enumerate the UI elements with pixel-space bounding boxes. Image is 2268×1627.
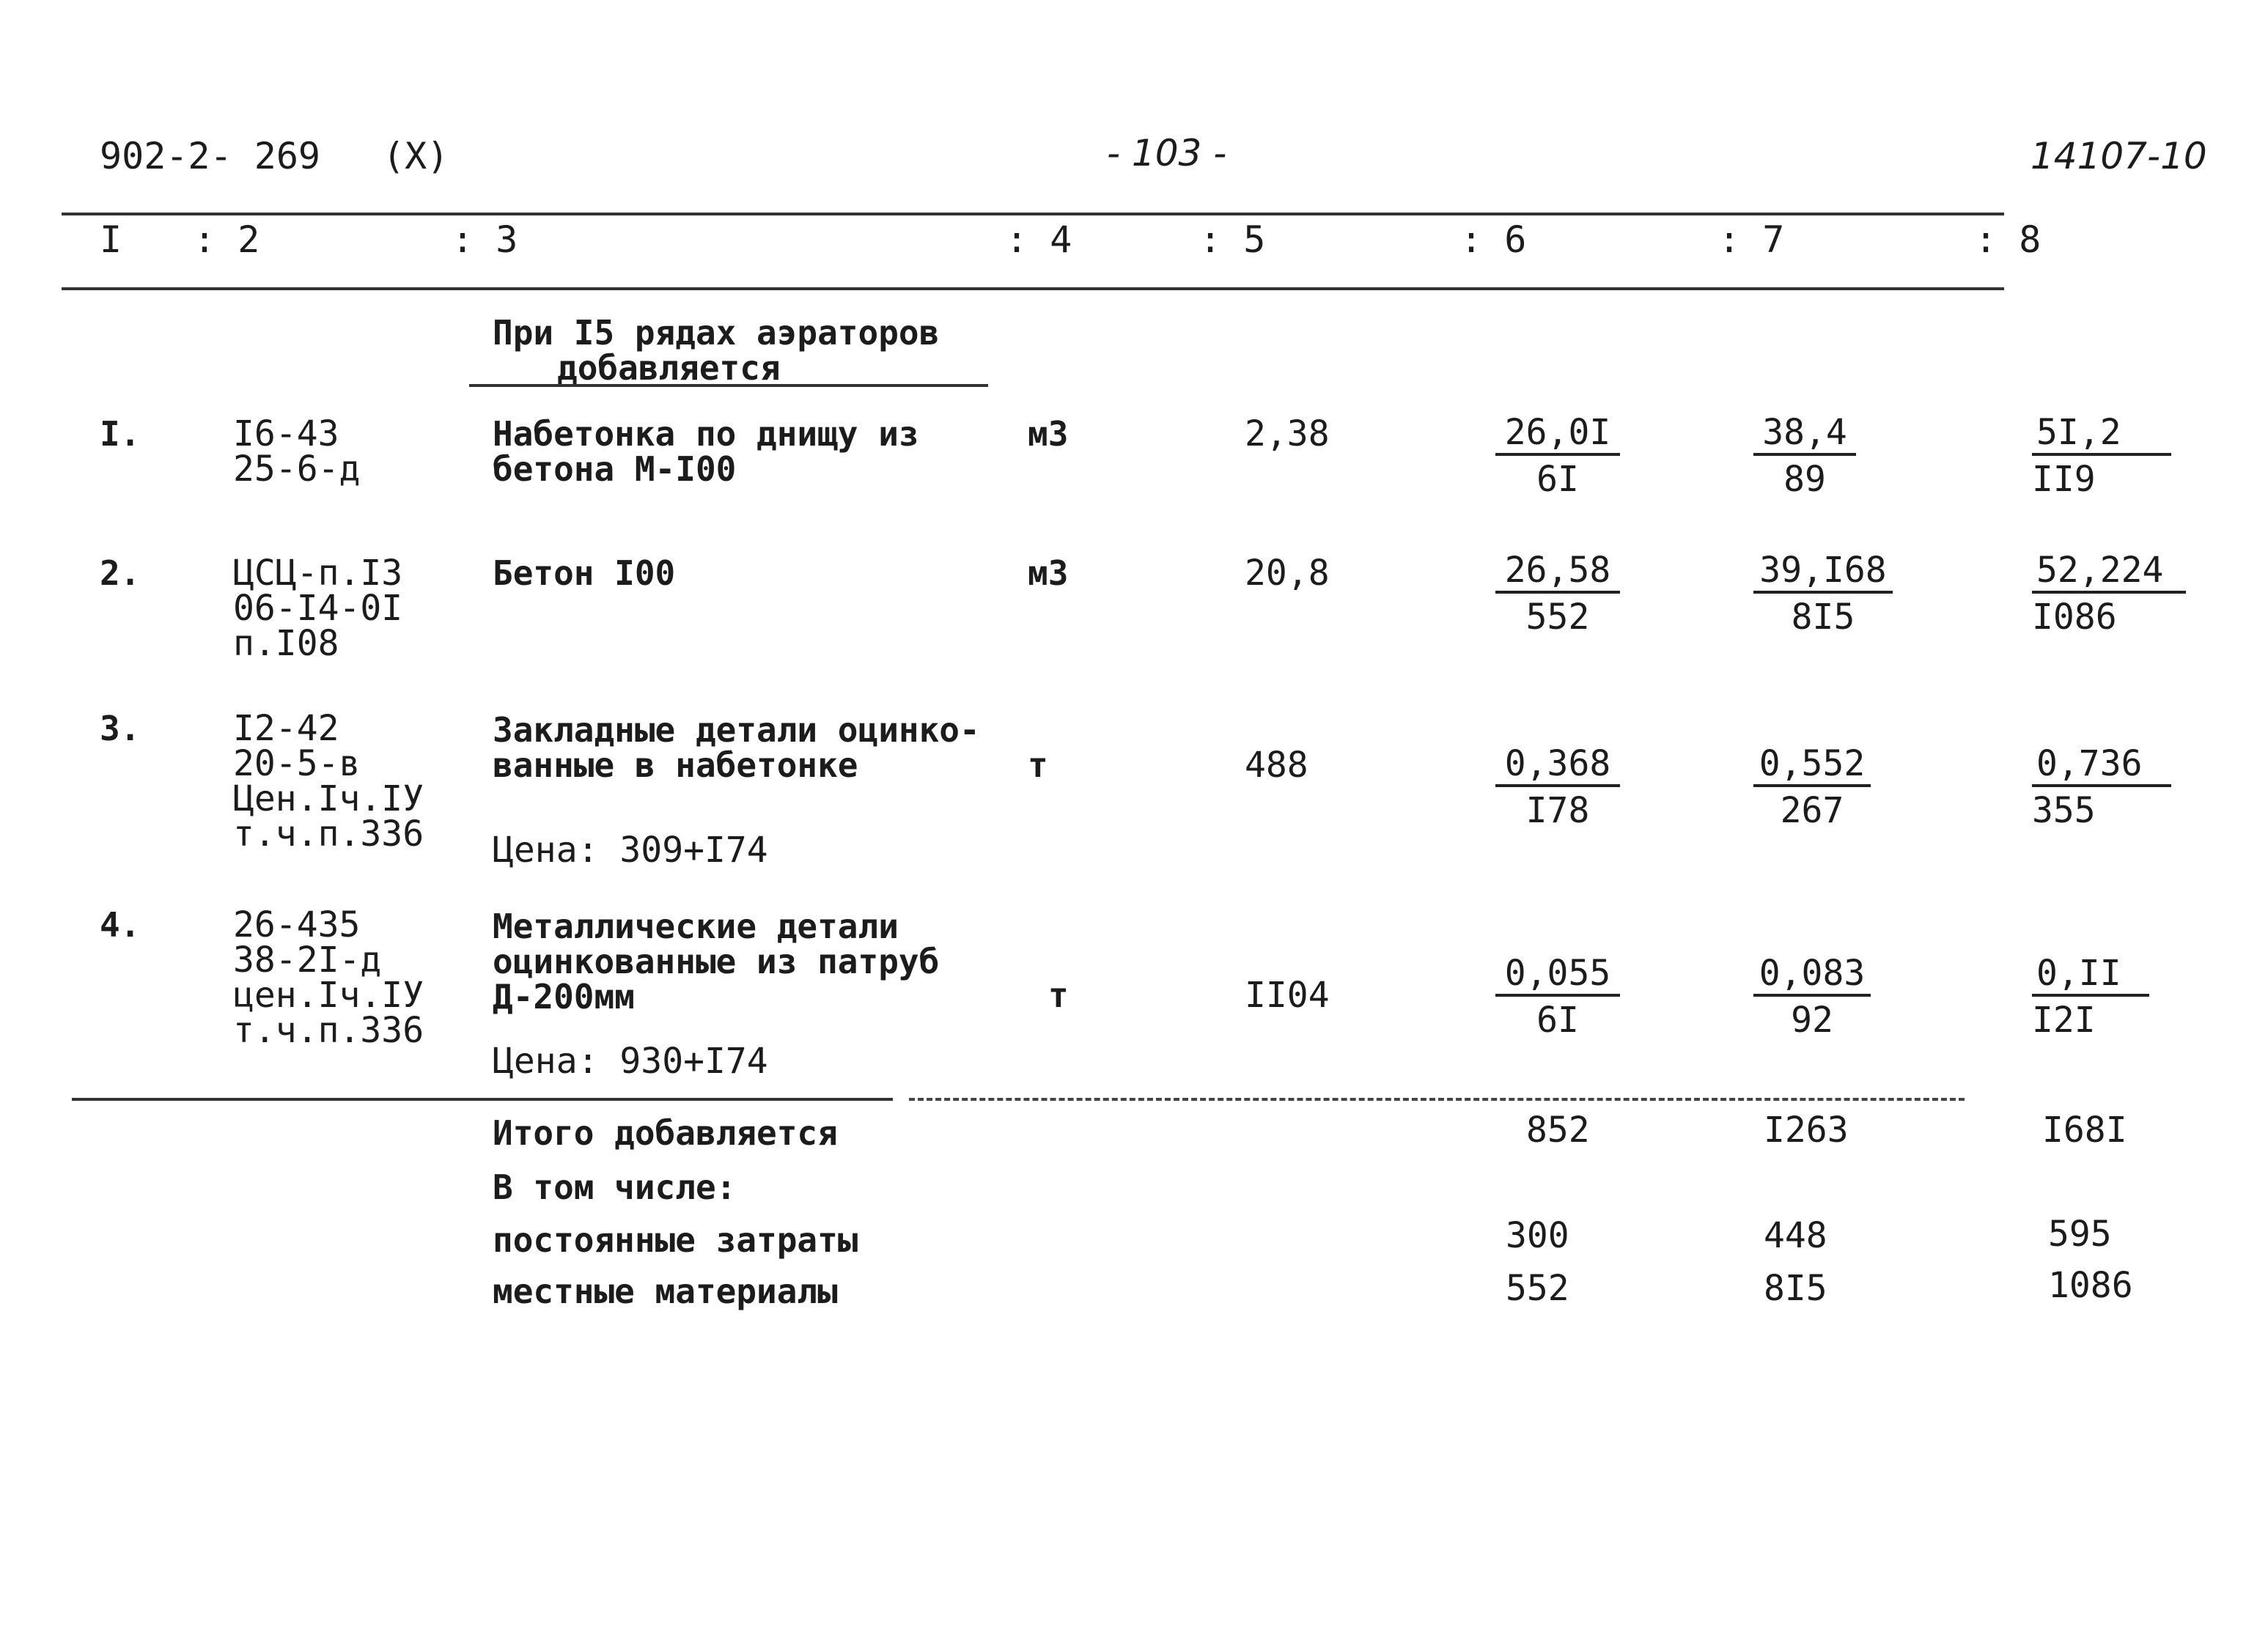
column-number-3: : 3 [452, 218, 518, 261]
row-unit: м3 [1028, 414, 1069, 454]
row-cost-col7 [1753, 412, 1856, 500]
cost-col7-top: 0,083 [1753, 956, 1871, 997]
cost-col8-top: 0,II [2032, 956, 2149, 997]
totals-divider-dashed [909, 1098, 1965, 1101]
row-cost-col6 [1495, 412, 1620, 500]
cost-col6-top: 0,055 [1495, 956, 1620, 997]
row-code-line: п.I08 [233, 623, 339, 664]
row-name-line: ванные в набетонке [493, 745, 858, 785]
column-number-8: : 8 [1975, 218, 2041, 261]
cost-col7-top: 38,4 [1753, 415, 1856, 456]
totals-col8: 1086 [2048, 1265, 2133, 1306]
row-number: I. [100, 414, 141, 454]
row-number: 4. [100, 905, 141, 945]
row-code-line: I6-43 [233, 413, 339, 454]
row-cost-col8 [2032, 743, 2171, 831]
row-quantity: II04 [1245, 975, 1330, 1016]
cost-col7-bottom: 8I5 [1791, 597, 1855, 638]
cost-col8-top: 52,224 [2032, 553, 2186, 594]
totals-col6: 852 [1526, 1110, 1590, 1151]
row-name-line: Д-200мм [493, 977, 635, 1017]
totals-col8: I68I [2042, 1110, 2127, 1151]
doc-marker: (X) [383, 135, 449, 177]
column-number-6: : 6 [1460, 218, 1527, 261]
cost-col6-bottom: 6I [1536, 459, 1579, 500]
cost-col6-bottom: 552 [1525, 597, 1590, 638]
cost-col6-bottom: 6I [1536, 1000, 1579, 1041]
row-name-line: оцинкованные из патруб [493, 942, 940, 981]
row-code-line: 26-435 [233, 904, 361, 945]
row-code-line: 25-6-д [233, 449, 361, 490]
row-code-line: 20-5-в [233, 743, 361, 784]
column-number-7: : 7 [1718, 218, 1785, 261]
row-cost-col7 [1753, 953, 1871, 1041]
totals-col6: 552 [1506, 1268, 1569, 1309]
totals-label: постоянные затраты [493, 1220, 858, 1260]
row-code-line: Цен.Iч.IУ [233, 778, 424, 819]
cost-col8-top: 0,736 [2032, 746, 2171, 787]
row-cost-col6 [1495, 743, 1620, 831]
totals-label: Итого добавляется [493, 1113, 838, 1153]
row-name-line: Закладные детали оцинко- [493, 710, 980, 750]
row-price-note: Цена: 309+I74 [493, 830, 768, 871]
cost-col7-bottom: 92 [1791, 1000, 1833, 1041]
row-unit: т [1028, 745, 1048, 785]
row-name-line: Набетонка по днищу из [493, 414, 919, 454]
row-name-line: Бетон I00 [493, 553, 676, 593]
section-title-underline [469, 384, 988, 387]
row-code-line: т.ч.п.336 [233, 814, 424, 855]
totals-col7: 448 [1764, 1215, 1827, 1256]
totals-col6: 300 [1506, 1215, 1569, 1256]
row-quantity: 2,38 [1245, 413, 1330, 454]
cost-col8-bottom: II9 [2032, 459, 2096, 500]
column-number-2: : 2 [194, 218, 260, 261]
section-title-line-1: При I5 рядах аэраторов [493, 313, 940, 353]
row-cost-col6 [1495, 953, 1620, 1041]
cost-col7-bottom: 267 [1780, 790, 1844, 831]
row-cost-col8 [2032, 953, 2149, 1041]
row-price-note: Цена: 930+I74 [493, 1041, 768, 1082]
row-code-line: 38-2I-д [233, 940, 382, 981]
column-number-4: : 4 [1006, 218, 1072, 261]
row-quantity: 20,8 [1245, 553, 1330, 594]
row-cost-col7 [1753, 743, 1871, 831]
cost-col6-top: 26,58 [1495, 553, 1620, 594]
row-cost-col8 [2032, 412, 2171, 500]
column-number-5: : 5 [1199, 218, 1266, 261]
cost-col7-bottom: 89 [1783, 459, 1826, 500]
cost-col6-top: 26,0I [1495, 415, 1620, 456]
row-code-line: I2-42 [233, 708, 339, 749]
row-number: 3. [100, 709, 141, 748]
header-top-rule [62, 213, 2004, 215]
cost-col6-bottom: I78 [1525, 790, 1590, 831]
row-cost-col7 [1753, 550, 1893, 638]
totals-divider-solid [72, 1098, 893, 1101]
cost-col7-top: 0,552 [1753, 746, 1871, 787]
row-code-line: 06-I4-0I [233, 588, 403, 629]
doc-code: 902-2- 269 [100, 135, 321, 177]
totals-col7: 8I5 [1764, 1268, 1827, 1309]
header-bottom-rule [62, 287, 2004, 290]
row-code-line: ЦСЦ-п.I3 [233, 553, 403, 594]
row-name-line: бетона М-I00 [493, 449, 737, 489]
archive-number: 14107-10 [2030, 135, 2207, 177]
row-number: 2. [100, 553, 141, 593]
row-cost-col8 [2032, 550, 2186, 638]
row-quantity: 488 [1245, 745, 1308, 786]
cost-col8-bottom: I086 [2032, 597, 2117, 638]
column-number-1: I [100, 218, 122, 261]
totals-subheading: В том числе: [493, 1167, 737, 1207]
cost-col8-top: 5I,2 [2032, 415, 2171, 456]
cost-col6-top: 0,368 [1495, 746, 1620, 787]
section-title-line-2: добавляется [557, 348, 781, 388]
row-cost-col6 [1495, 550, 1620, 638]
row-code-line: цен.Iч.IУ [233, 975, 424, 1016]
row-unit: т [1048, 975, 1069, 1015]
row-unit: м3 [1028, 553, 1069, 593]
cost-col7-top: 39,I68 [1753, 553, 1893, 594]
row-name-line: Металлические детали [493, 907, 899, 946]
totals-label: местные материалы [493, 1272, 838, 1311]
page-number: - 103 - [1107, 132, 1227, 174]
cost-col8-bottom: I2I [2032, 1000, 2096, 1041]
totals-col7: I263 [1764, 1110, 1849, 1151]
totals-col8: 595 [2048, 1214, 2112, 1255]
cost-col8-bottom: 355 [2032, 790, 2096, 831]
row-code-line: т.ч.п.336 [233, 1010, 424, 1051]
